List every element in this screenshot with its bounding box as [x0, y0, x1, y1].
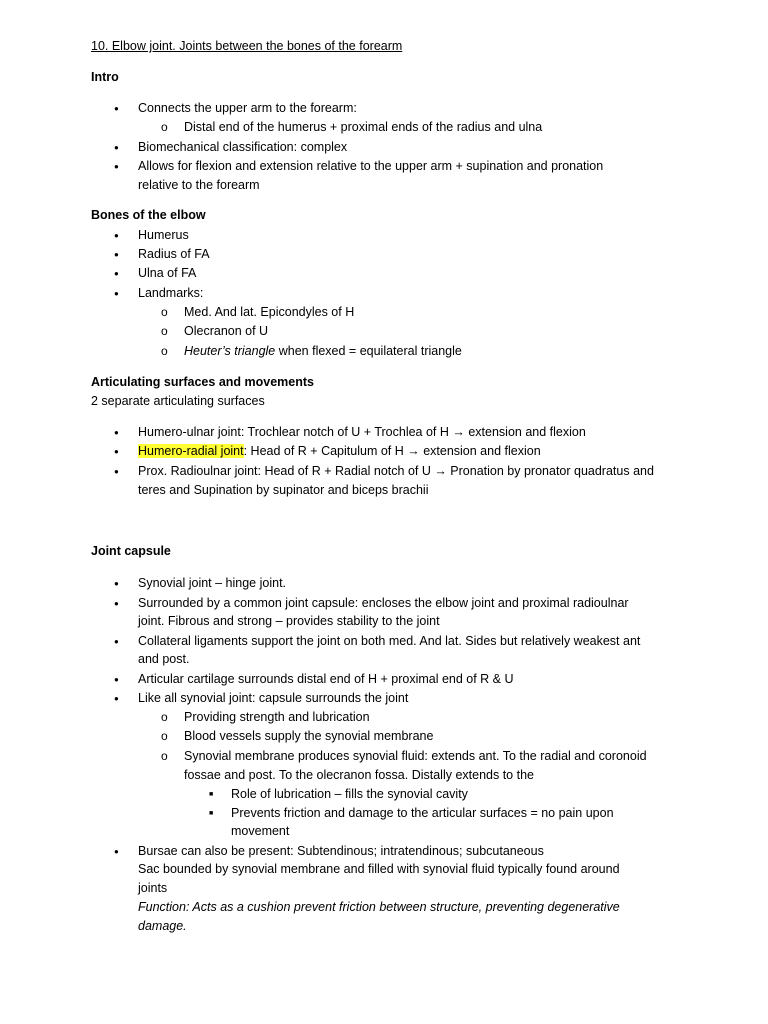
articulating-heading: Articulating surfaces and movements [91, 375, 314, 389]
bones-landmark-1: Med. And lat. Epicondyles of H [184, 305, 355, 319]
bones-item-2: Radius of FA [138, 247, 210, 261]
bullet-disc-icon [114, 99, 119, 117]
bullet-disc-icon [114, 842, 119, 860]
bones-heading: Bones of the elbow [91, 208, 206, 222]
capsule-item-6-line-2: Sac bounded by synovial membrane and filled with synovial fluid typically found around [138, 862, 620, 876]
bullet-disc-icon [114, 284, 119, 302]
capsule-function-line-1: Function: Acts as a cushion prevent friction between structure, preventing degenerative [138, 900, 620, 914]
capsule-item-5: Like all synovial joint: capsule surrounds the joint [138, 691, 409, 705]
bones-item-3: Ulna of FA [138, 266, 197, 280]
bullet-disc-icon [114, 423, 119, 441]
intro-item-3-line-1: Allows for flexion and extension relative to the upper arm + supination and pronation [138, 159, 604, 173]
capsule-subsub-1: Role of lubrication – fills the synovial cavity [231, 787, 468, 801]
bullet-disc-icon [114, 689, 119, 707]
bones-item-1: Humerus [138, 228, 189, 242]
capsule-item-2-line-1: Surrounded by a common joint capsule: encloses the elbow joint and proximal radioulnar [138, 596, 629, 610]
bullet-disc-icon [114, 670, 119, 688]
articulating-item-1: Humero-ulnar joint: Trochlear notch of U + Trochlea of H → extension and flexion [138, 425, 586, 439]
bullet-circle-icon [161, 322, 168, 340]
capsule-item-6-line-3: joints [138, 881, 168, 895]
capsule-item-3-line-1: Collateral ligaments support the joint on both med. And lat. Sides but relatively weakest ant [138, 634, 641, 648]
articulating-item-3-line-1: Prox. Radioulnar joint: Head of R + Radial notch of U → Pronation by pronator quadratus and [138, 464, 654, 478]
bullet-disc-icon [114, 442, 119, 460]
bullet-circle-icon [161, 342, 168, 360]
capsule-item-1: Synovial joint – hinge joint. [138, 576, 287, 590]
bones-landmark-2: Olecranon of U [184, 324, 269, 338]
capsule-sub-2: Blood vessels supply the synovial membrane [184, 729, 434, 743]
articulating-item-2 [138, 442, 541, 460]
capsule-item-6: Bursae can also be present: Subtendinous; intratendinous; subcutaneous [138, 844, 544, 858]
capsule-sub-3-line-1: Synovial membrane produces synovial fluid: extends ant. To the radial and coronoid [184, 749, 647, 763]
bullet-square-icon [209, 785, 213, 803]
capsule-function-line-2: damage. [138, 919, 187, 933]
bones-landmark-3 [184, 342, 462, 360]
bullet-circle-icon [161, 727, 168, 745]
articulating-item-3-line-2: teres and Supination by supinator and biceps brachii [138, 483, 429, 497]
intro-item-1-sub-1: Distal end of the humerus + proximal ends of the radius and ulna [184, 120, 543, 134]
bullet-disc-icon [114, 632, 119, 650]
heuters-triangle-desc: when flexed = equilateral triangle [275, 344, 462, 358]
capsule-item-4: Articular cartilage surrounds distal end of H + proximal end of R & U [138, 672, 514, 686]
capsule-item-3-line-2: and post. [138, 652, 190, 666]
capsule-heading: Joint capsule [91, 544, 171, 558]
bullet-disc-icon [114, 594, 119, 612]
articulating-subtitle: 2 separate articulating surfaces [91, 394, 265, 408]
bullet-disc-icon [114, 138, 119, 156]
bullet-circle-icon [161, 708, 168, 726]
bullet-circle-icon [161, 118, 168, 136]
bullet-disc-icon [114, 157, 119, 175]
humero-radial-desc: : Head of R + Capitulum of H → extension and flexion [243, 444, 541, 458]
bullet-square-icon [209, 804, 213, 822]
intro-item-2: Biomechanical classification: complex [138, 140, 348, 154]
capsule-subsub-2-line-1: Prevents friction and damage to the articular surfaces = no pain upon [231, 806, 614, 820]
intro-heading: Intro [91, 70, 119, 84]
capsule-sub-1: Providing strength and lubrication [184, 710, 370, 724]
capsule-sub-3-line-2: fossae and post. To the olecranon fossa. Distally extends to the [184, 768, 534, 782]
capsule-subsub-2-line-2: movement [231, 824, 290, 838]
document-title: 10. Elbow joint. Joints between the bones of the forearm [91, 39, 403, 53]
bullet-circle-icon [161, 747, 168, 765]
capsule-item-2-line-2: joint. Fibrous and strong – provides stability to the joint [138, 614, 440, 628]
intro-item-1: Connects the upper arm to the forearm: [138, 101, 357, 115]
bullet-disc-icon [114, 462, 119, 480]
bones-item-4: Landmarks: [138, 286, 204, 300]
heuters-triangle-term: Heuter’s triangle [184, 344, 276, 358]
bullet-disc-icon [114, 226, 119, 244]
bullet-disc-icon [114, 574, 119, 592]
intro-item-3-line-2: relative to the forearm [138, 178, 260, 192]
bullet-circle-icon [161, 303, 168, 321]
bullet-disc-icon [114, 245, 119, 263]
humero-radial-highlight: Humero-radial joint [138, 444, 244, 458]
bullet-disc-icon [114, 264, 119, 282]
